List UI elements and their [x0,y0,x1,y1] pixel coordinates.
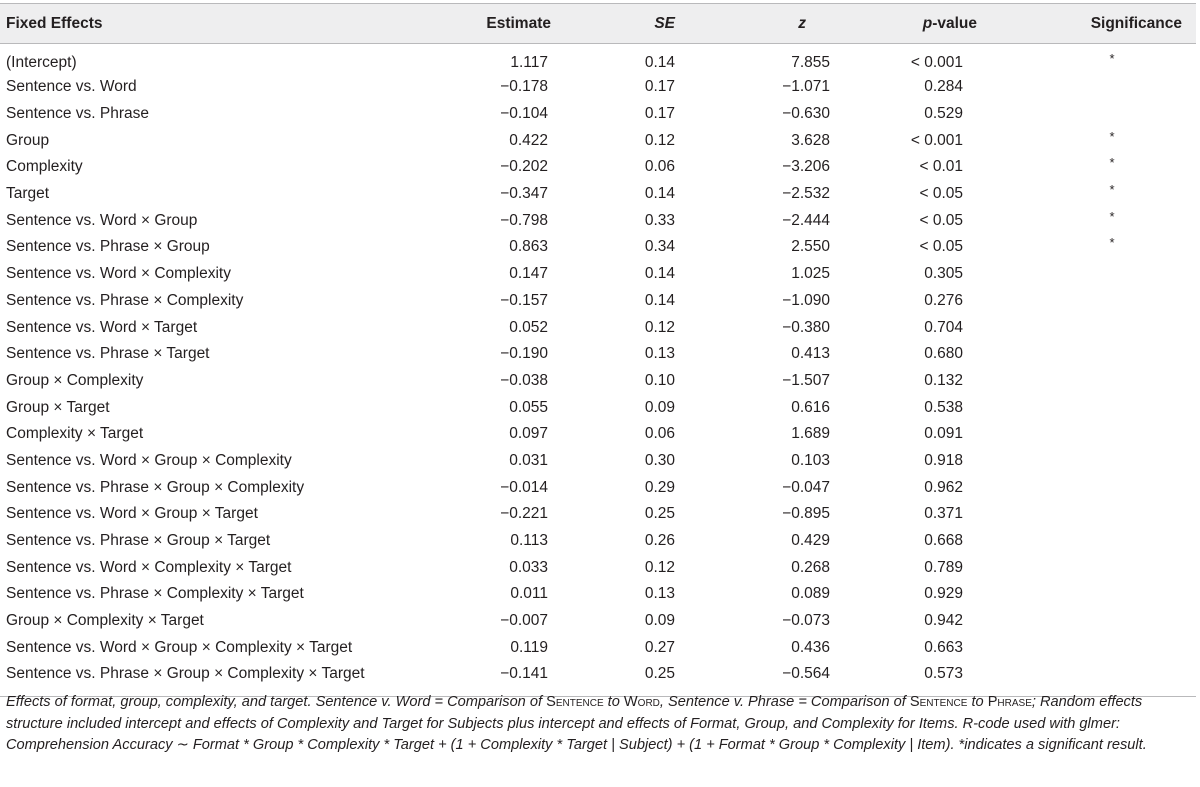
table-header-row [0,4,1196,44]
cell-se: 0.09 [644,612,675,630]
cell-effect: Complexity [6,158,83,176]
table-row [0,554,1196,581]
cell-se: 0.17 [644,78,675,96]
fixed-effects-table [0,3,1196,697]
table-row [0,181,1196,208]
cell-estimate: −0.798 [500,211,548,229]
cell-z: −0.564 [677,661,830,697]
cell-p-value: 0.305 [924,265,963,283]
significance-asterisk: * [1109,128,1115,144]
cell-estimate: 0.031 [509,451,548,469]
cell-estimate: −0.157 [500,291,548,309]
cell-effect: Sentence vs. Phrase × Target [6,345,210,363]
cell-effect: Group × Target [6,398,110,416]
cell-effect: Complexity × Target [6,425,144,443]
cell-significance [980,581,1196,608]
cell-se: 0.29 [644,478,675,496]
cell-effect: Group × Complexity × Target [6,612,204,630]
cell-p-value: 0.371 [924,505,963,523]
header-p-italic: p [922,14,933,32]
table-row [0,261,1196,288]
cell-effect: Sentence vs. Word × Complexity × Target [6,558,292,576]
cell-effect: Group × Complexity [6,371,144,389]
cell-effect: Sentence vs. Word × Group × Complexity × Target [6,638,353,656]
cell-se: 0.14 [644,291,675,309]
footnote-phrase: Phrase [987,694,1032,710]
cell-significance [980,44,1196,75]
table-row [0,474,1196,501]
cell-estimate: 0.147 [509,265,548,283]
cell-p-value: < 0.05 [919,185,963,203]
cell-p-value: 0.668 [924,532,963,550]
cell-significance [980,288,1196,315]
cell-estimate: −0.178 [500,78,548,96]
cell-z: −0.073 [782,612,830,630]
cell-se: 0.06 [644,158,675,176]
cell-z: 1.025 [791,265,830,283]
footnote-part2: to [603,694,624,710]
cell-significance [980,314,1196,341]
header-z: z [677,4,830,44]
cell-significance [980,608,1196,635]
cell-estimate: −0.141 [420,661,551,697]
cell-effect: Sentence vs. Phrase [6,105,150,123]
cell-p-value: < 0.05 [919,238,963,256]
significance-asterisk: * [1109,51,1115,66]
header-estimate: Estimate [420,4,551,44]
cell-p-value: 0.573 [830,661,980,697]
table-row [0,448,1196,475]
cell-z: −2.532 [782,185,830,203]
cell-p-value: 0.284 [924,78,963,96]
cell-z: 0.089 [791,585,830,603]
cell-z: 7.855 [791,54,830,71]
cell-estimate: 0.119 [510,638,548,656]
header-p-rest: -value [932,14,977,32]
table-row [0,207,1196,234]
table-row [0,44,1196,75]
cell-p-value: < 0.001 [910,54,963,71]
cell-estimate: 1.117 [510,54,548,71]
footnote-part5: ; Random effects structure included intercept and effects of Complexity and Target for Subjects plus intercept and effects of Format, Group, and Complexity for Items. R-code used with glmer: Comprehension Accuracy ∼ Format * Group * Complexity * Target + (1 + Complexity * Target | Subject) + (1 + Format * Group * Complexity | Item). *indicates a significant result. [6,694,1147,753]
cell-p-value: 0.962 [924,478,963,496]
table-row [0,154,1196,181]
cell-effect: Sentence vs. Word × Group × Target [6,505,258,523]
cell-se: 0.14 [644,54,675,71]
footnote-part1: Effects of format, group, complexity, and target. Sentence v. Word = Comparison of [6,694,547,710]
cell-estimate: −0.221 [500,505,548,523]
cell-estimate: 0.422 [509,131,548,149]
cell-p-value: < 0.01 [919,158,963,176]
cell-z: 2.550 [791,238,830,256]
header-significance: Significance [980,4,1196,44]
cell-estimate: 0.055 [509,398,548,416]
cell-p-value: 0.132 [924,371,963,389]
cell-significance [980,474,1196,501]
cell-z: 1.689 [791,425,830,443]
cell-z: 0.103 [791,451,830,469]
header-se: SE [551,4,677,44]
table-row [0,394,1196,421]
cell-se: 0.33 [644,211,675,229]
cell-p-value: 0.538 [924,398,963,416]
cell-se: 0.14 [644,185,675,203]
cell-effect: Sentence vs. Phrase × Group × Complexity [6,478,305,496]
cell-z: −3.206 [782,158,830,176]
cell-z: 0.413 [791,345,830,363]
cell-p-value: 0.789 [924,558,963,576]
cell-significance [980,261,1196,288]
cell-effect: (Intercept) [6,54,77,71]
cell-z: −0.380 [782,318,830,336]
cell-p-value: 0.276 [924,291,963,309]
cell-effect: Sentence vs. Word × Group × Complexity [6,451,292,469]
cell-effect: Sentence vs. Word × Complexity [6,265,231,283]
cell-effect: Sentence vs. Word × Group [6,211,198,229]
cell-significance [980,368,1196,395]
cell-p-value: 0.680 [924,345,963,363]
cell-se: 0.10 [644,371,675,389]
header-fixed-effects: Fixed Effects [0,4,420,44]
footnote-word: Word [623,694,660,710]
cell-se: 0.09 [644,398,675,416]
cell-effect: Sentence vs. Word × Target [6,318,198,336]
cell-z: −1.090 [782,291,830,309]
cell-z: −1.071 [782,78,830,96]
cell-effect: Group [6,131,50,149]
cell-significance [980,74,1196,101]
cell-significance [980,554,1196,581]
cell-se: 0.14 [644,265,675,283]
cell-p-value: 0.942 [924,612,963,630]
cell-estimate: −0.104 [500,105,548,123]
cell-p-value: 0.663 [924,638,963,656]
cell-estimate: 0.863 [509,238,548,256]
cell-estimate: 0.033 [509,558,548,576]
significance-asterisk: * [1109,235,1115,251]
table-row [0,234,1196,261]
cell-z: −1.507 [782,371,830,389]
cell-se: 0.25 [551,661,677,697]
cell-significance [980,448,1196,475]
cell-se: 0.13 [644,585,675,603]
cell-z: −0.630 [782,105,830,123]
footnote-sentence-2: Sentence [909,694,968,710]
cell-z: 0.436 [791,638,830,656]
header-p-value [830,4,980,44]
cell-z: −2.444 [782,211,830,229]
cell-estimate: −0.007 [500,612,548,630]
cell-effect: Sentence vs. Phrase × Complexity × Target [6,585,304,603]
cell-se: 0.12 [644,131,675,149]
table-row [0,421,1196,448]
cell-significance [980,501,1196,528]
table-row [0,101,1196,128]
cell-p-value: < 0.05 [919,211,963,229]
cell-p-value: 0.929 [924,585,963,603]
cell-estimate: −0.202 [500,158,548,176]
cell-effect: Sentence vs. Phrase × Group × Complexity × Target [0,661,420,697]
cell-se: 0.13 [644,345,675,363]
cell-estimate: −0.190 [500,345,548,363]
cell-se: 0.25 [644,505,675,523]
cell-significance [980,528,1196,555]
footnote-part4: to [967,694,988,710]
table-row [0,341,1196,368]
table-footnote [6,692,1192,757]
table-row [0,314,1196,341]
table-row [0,288,1196,315]
cell-significance [980,101,1196,128]
cell-effect: Target [6,185,50,203]
cell-significance [980,127,1196,154]
cell-significance [980,421,1196,448]
table-row [0,74,1196,101]
cell-z: −0.047 [782,478,830,496]
cell-significance [980,207,1196,234]
cell-estimate: −0.014 [500,478,548,496]
cell-se: 0.34 [644,238,675,256]
table-row [0,581,1196,608]
cell-p-value: 0.091 [924,425,963,443]
cell-significance [980,234,1196,261]
cell-se: 0.12 [644,558,675,576]
cell-estimate: 0.011 [510,585,548,603]
cell-z: 0.429 [791,532,830,550]
table-row [0,634,1196,661]
table-row [0,528,1196,555]
cell-z: 0.616 [791,398,830,416]
cell-se: 0.06 [644,425,675,443]
cell-p-value: 0.529 [924,105,963,123]
significance-asterisk: * [1109,155,1115,171]
cell-significance [980,394,1196,421]
cell-significance [980,341,1196,368]
footnote-sentence-1: Sentence [546,694,604,710]
table-row [0,127,1196,154]
cell-estimate: 0.097 [509,425,548,443]
cell-estimate: −0.038 [500,371,548,389]
cell-estimate: 0.113 [510,532,548,550]
table-row [0,608,1196,635]
table-body [0,44,1196,697]
cell-estimate: 0.052 [509,318,548,336]
cell-effect: Sentence vs. Word [6,78,137,96]
cell-estimate: −0.347 [500,185,548,203]
cell-effect: Sentence vs. Phrase × Group × Target [6,532,271,550]
cell-se: 0.26 [644,532,675,550]
cell-p-value: 0.918 [924,451,963,469]
cell-significance [980,154,1196,181]
cell-effect: Sentence vs. Phrase × Group [6,238,210,256]
cell-effect: Sentence vs. Phrase × Complexity [6,291,244,309]
table-row [0,368,1196,395]
cell-p-value: 0.704 [924,318,963,336]
table-row [0,501,1196,528]
footnote-part3: , Sentence v. Phrase = Comparison of [659,694,910,710]
cell-se: 0.12 [644,318,675,336]
cell-se: 0.27 [644,638,675,656]
cell-se: 0.17 [644,105,675,123]
cell-p-value: < 0.001 [910,131,963,149]
cell-z: 0.268 [791,558,830,576]
cell-z: −0.895 [782,505,830,523]
cell-significance [980,181,1196,208]
cell-z: 3.628 [791,131,830,149]
cell-se: 0.30 [644,451,675,469]
significance-asterisk: * [1109,208,1115,224]
significance-asterisk: * [1109,182,1115,198]
cell-significance [980,634,1196,661]
